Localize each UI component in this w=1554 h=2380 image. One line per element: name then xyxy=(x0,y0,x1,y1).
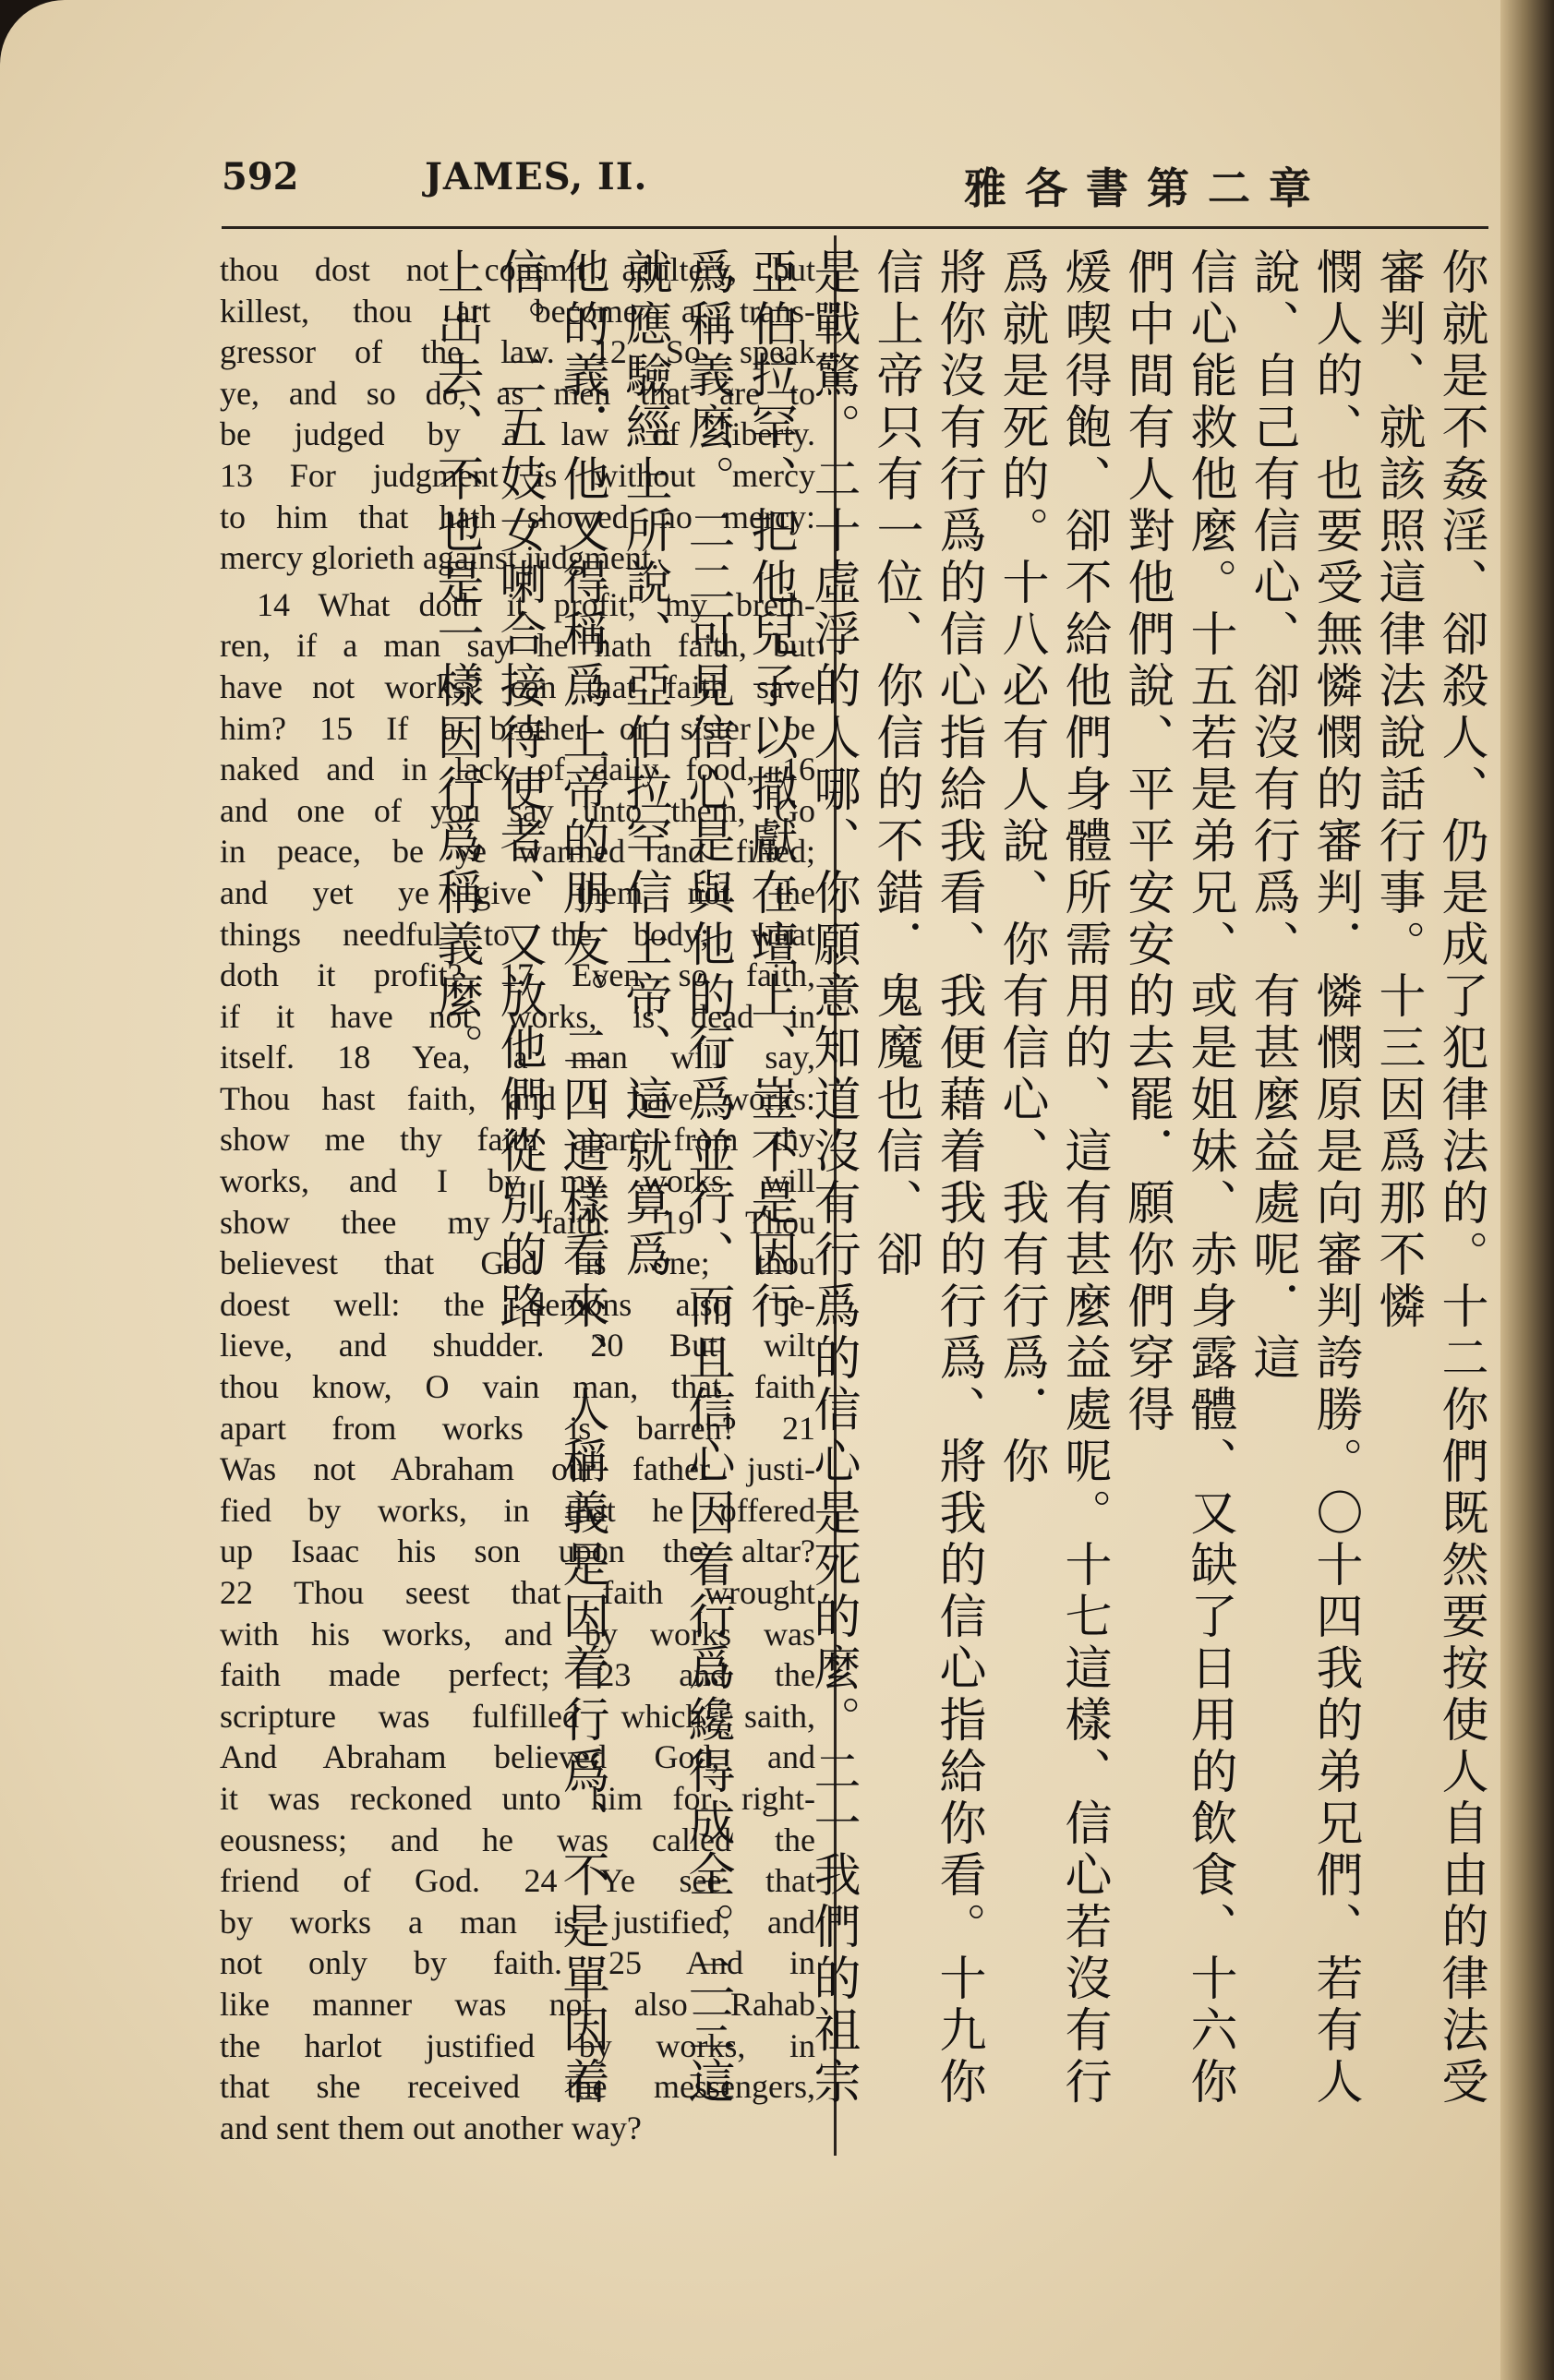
english-line: like manner was not also Rahab xyxy=(220,1985,815,2023)
english-line: apart from works is barren? 21 xyxy=(220,1409,815,1447)
english-line: and yet ye give them not the xyxy=(220,873,815,911)
header-rule xyxy=(222,226,1488,229)
chinese-line: 將你沒有行爲的信心指給我看、我便藉着我的行爲、將我的信心指給你看。十九你信上帝只有一位、你信的不錯．鬼魔也信、卻 xyxy=(868,247,985,2109)
english-line: up Isaac his son upon the altar? xyxy=(220,1533,815,1570)
english-line: show me thy faith apart from thy xyxy=(220,1121,815,1159)
english-line: 14 What doth it profit, my breth- xyxy=(257,585,815,623)
english-line: things needful to the body; what xyxy=(220,915,815,953)
chinese-line: 憫人的、也要受無憐憫的審判．憐憫原是向審判誇勝。〇十四我的弟兄們、若有人說、自己有信心、卻沒有行爲、有甚麼益處呢．這 xyxy=(1245,247,1362,2109)
english-line: in peace, be ye warmed and filled; xyxy=(220,833,815,871)
chinese-line: 是戰驚。二十虛浮的人哪、你願意知道沒有行爲的信心是死的麼。二一我們的祖宗亞伯拉罕、把他兒子以撒獻在壇上、豈不是因行 xyxy=(742,247,860,2109)
english-line: be judged by a law of liberty. xyxy=(220,415,815,453)
english-line: faith made perfect; 23 and the xyxy=(220,1656,815,1694)
english-line: Thou hast faith, and I have works: xyxy=(220,1079,815,1117)
english-line: have not works? can that faith save xyxy=(220,667,815,705)
english-line: thou know, O vain man, that faith xyxy=(220,1368,815,1406)
english-line: itself. 18 Yea, a man will say, xyxy=(220,1039,815,1076)
english-line: believest that God is one; thou xyxy=(220,1244,815,1282)
english-line: doth it profit? 17 Even so faith, xyxy=(220,956,815,994)
english-line: ren, if a man say he hath faith, but xyxy=(220,627,815,665)
english-line: scripture was fulfilled which saith, xyxy=(220,1697,815,1735)
english-line: gressor of the law. 12 So speak xyxy=(220,333,815,371)
english-line: if it have not works, is dead in xyxy=(220,997,815,1035)
english-line: doest well: the demons also be- xyxy=(220,1285,815,1323)
chinese-chapter-title: 雅各書第二章 xyxy=(964,163,1330,213)
page-number: 592 xyxy=(222,155,299,198)
english-line: works, and I by my works will xyxy=(220,1162,815,1200)
english-line: not only by faith. 25 And in xyxy=(220,1944,815,1982)
chinese-line: 煖喫得飽、卻不給他們身體所需用的、這有甚麼益處呢。十七這樣、信心若沒有行爲就是死的。十八必有人說、你有信心、我有行爲．你 xyxy=(994,247,1111,2109)
book-binding xyxy=(1500,0,1554,2380)
english-line: the harlot justified by works, in xyxy=(220,2026,815,2064)
english-line: it was reckoned unto him for right- xyxy=(220,1779,815,1817)
english-line: friend of God. 24 Ye see that xyxy=(220,1862,815,1900)
english-line: eousness; and he was called the xyxy=(220,1821,815,1858)
english-line: Was not Abraham our father justi- xyxy=(220,1450,815,1488)
english-line: and sent them out another way? xyxy=(220,2109,642,2146)
chinese-line: 爲稱義麼。二二可見信心是與他的行爲並行、而且信心因着行爲纔得成全。二三這就應驗經上所說、亞伯拉罕信上帝、這就算爲 xyxy=(617,247,734,2109)
chinese-line: 他的義．他又得稱爲上帝的朋友。二四這樣看來、人稱義是因着行爲、不是單因着信。二五妓女喇合接待使者、又放他們從別的路 xyxy=(491,247,608,2109)
english-line: thou dost not commit adultery, but xyxy=(220,251,815,288)
chinese-line: 你就是不姦淫、卻殺人、仍是成了犯律法的。十二你們既然要按使人自由的律法受審判、就該照這律法說話行事。十三因爲那不憐 xyxy=(1370,247,1488,2109)
english-line: lieve, and shudder. 20 But wilt xyxy=(220,1327,815,1364)
english-line: fied by works, in that he offered xyxy=(220,1491,815,1529)
chinese-line: 上出去、不也是一樣因行爲稱義麼。 xyxy=(428,247,483,1075)
book-title: JAMES, II. xyxy=(425,155,648,198)
english-line: show thee my faith. 19 Thou xyxy=(220,1203,815,1241)
chinese-line: 信心能救他麼。十五若是弟兄、或是姐妹、赤身露體、又缺了日用的飲食、十六你們中間有人對他們說、平平安安的去罷．願你們穿得 xyxy=(1119,247,1236,2109)
english-line: with his works, and by works was xyxy=(220,1615,815,1653)
english-line: naked and in lack of daily food, 16 xyxy=(220,751,815,788)
english-line: by works a man is justified, and xyxy=(220,1903,815,1941)
english-line: him? 15 If a brother or sister be xyxy=(220,709,815,747)
page-header xyxy=(222,155,1330,220)
english-line: 13 For judgment is without mercy xyxy=(220,456,815,494)
english-line: to him that hath showed no mercy: xyxy=(220,498,815,535)
english-line: ye, and so do, as men that are to xyxy=(220,374,815,412)
english-line: And Abraham believed God, and xyxy=(220,1738,815,1776)
english-line: that she received the messengers, xyxy=(220,2068,815,2106)
english-line: and one of you say unto them, Go xyxy=(220,791,815,829)
english-line: mercy glorieth against judgment. xyxy=(220,539,659,577)
english-line: killest, thou art become a trans- xyxy=(220,292,815,330)
english-line: 22 Thou seest that faith wrought xyxy=(220,1574,815,1611)
